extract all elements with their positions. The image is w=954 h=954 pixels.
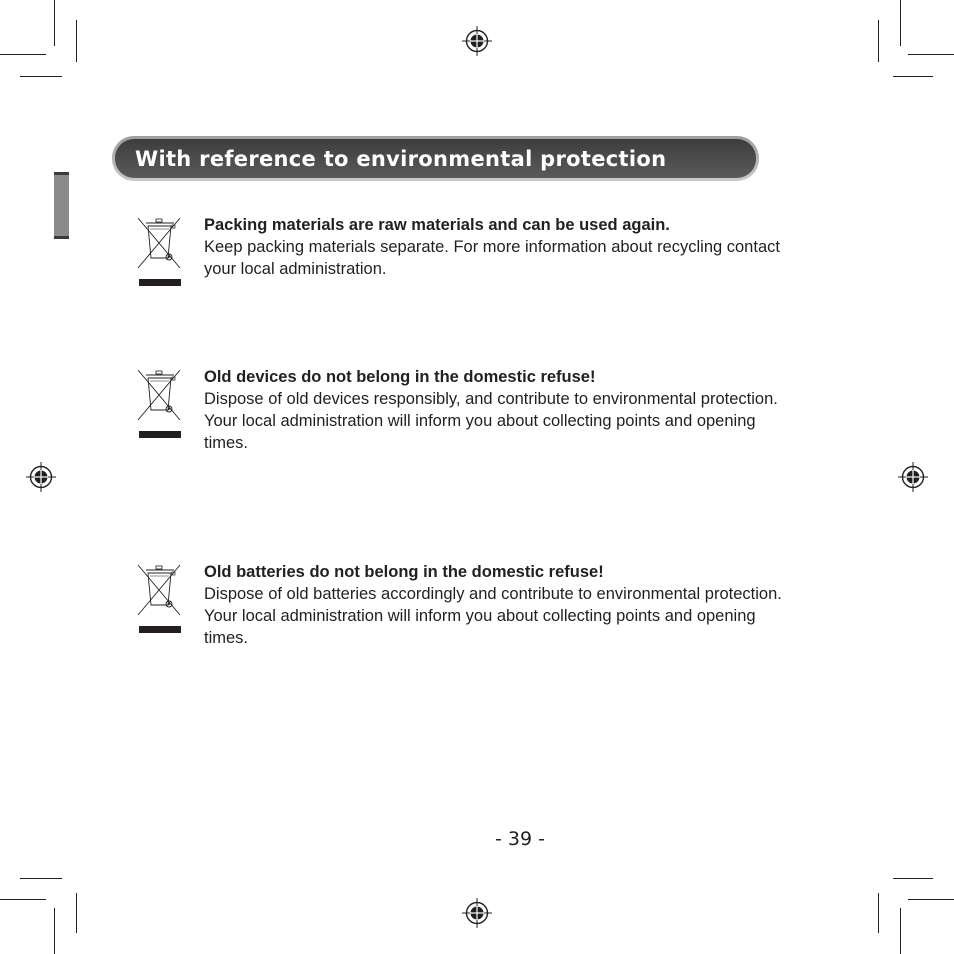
crop-mark [893,878,933,879]
section-heading: Packing materials are raw materials and can be used again. [204,216,670,234]
registration-mark-icon [898,462,928,492]
section-header [112,136,759,181]
section-text [204,561,784,649]
crop-mark [54,908,55,954]
registration-mark-icon [26,462,56,492]
side-tab [54,172,69,239]
section-paragraph: Dispose of old batteries accordingly and contribute to environmental protection. [204,585,782,603]
section-title: With reference to environmental protection [135,146,667,171]
section-paragraph: Dispose of old devices responsibly, and contribute to environmental protection. [204,390,778,408]
section-paragraph: Your local administration will inform you about collecting points and opening times. [204,412,756,452]
crop-mark [76,893,77,933]
section-text [204,366,784,454]
crop-mark [0,899,46,900]
crop-mark [878,20,879,62]
crossed-out-wheelie-bin-icon [136,214,182,286]
crop-mark [893,76,933,77]
crop-mark [20,878,62,879]
crop-mark [76,20,77,62]
section-text [204,214,784,280]
crossed-out-wheelie-bin-icon [136,561,182,633]
crop-mark [20,76,62,77]
crossed-out-wheelie-bin-icon [136,366,182,438]
crop-mark [0,54,46,55]
section-heading: Old devices do not belong in the domestic refuse! [204,368,596,386]
crop-mark [878,893,879,933]
registration-mark-icon [462,898,492,928]
crop-mark [908,54,954,55]
crop-mark [54,0,55,46]
crop-mark [900,0,901,46]
section-header-inner [115,139,756,178]
registration-mark-icon [462,26,492,56]
section-paragraph: Your local administration will inform you about collecting points and opening times. [204,607,756,647]
page-number: - 39 - [495,828,545,850]
crop-mark [908,899,954,900]
section-heading: Old batteries do not belong in the domestic refuse! [204,563,604,581]
crop-mark [900,908,901,954]
section-paragraph: Keep packing materials separate. For more information about recycling contact your local administration. [204,238,780,278]
